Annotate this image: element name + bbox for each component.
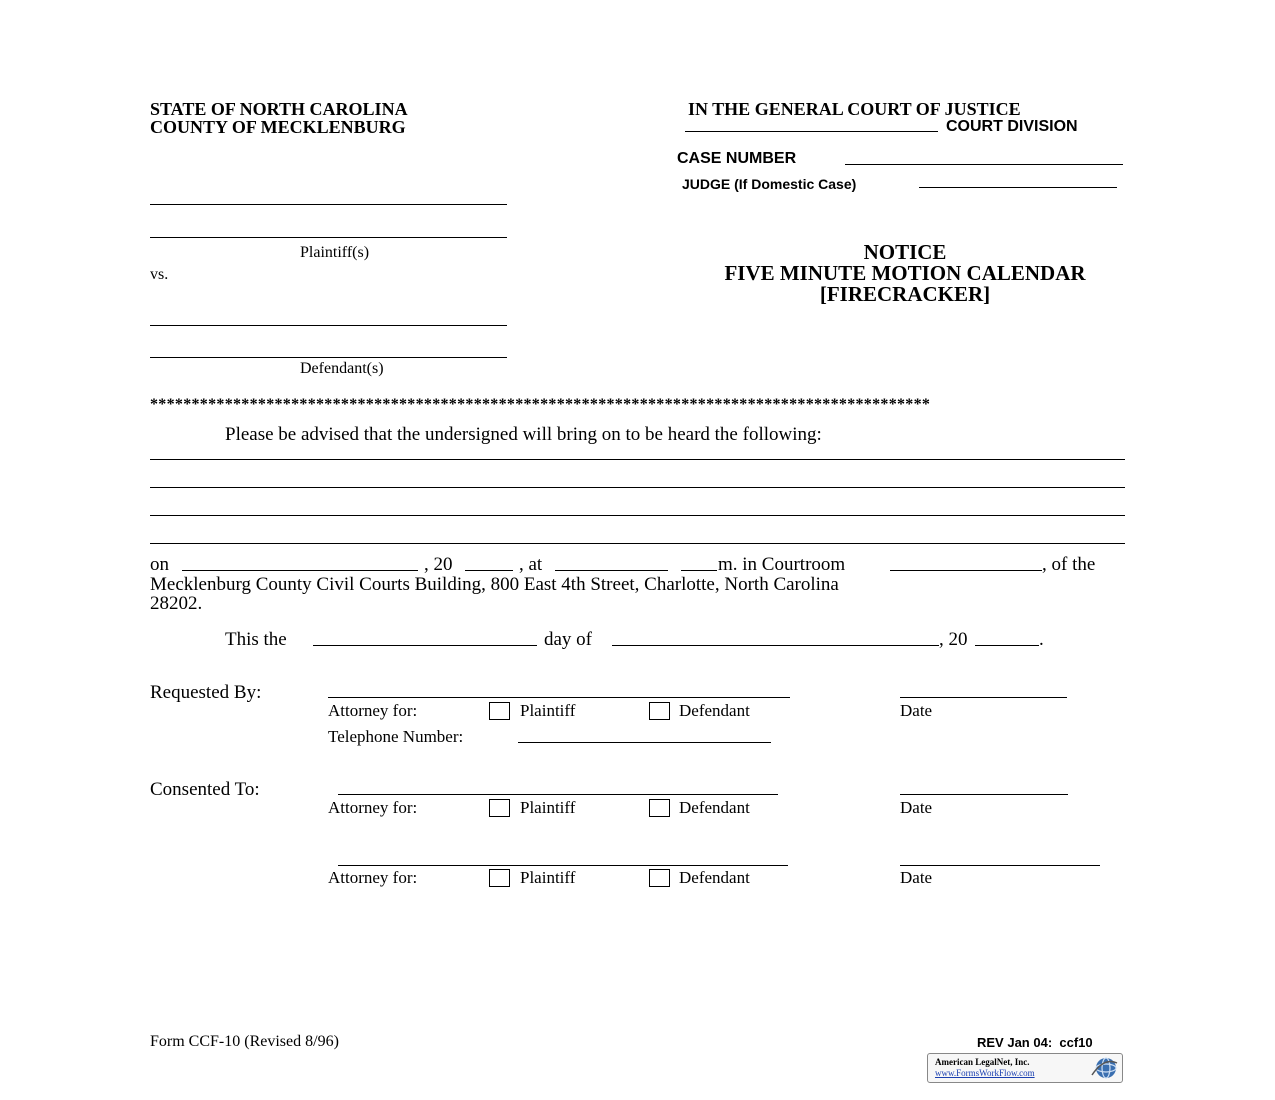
this-the-label: This the bbox=[225, 629, 287, 650]
defendant-label: Defendant(s) bbox=[300, 360, 384, 377]
consent-date-blank-1[interactable] bbox=[900, 794, 1068, 795]
consent-plaintiff-label-2: Plaintiff bbox=[520, 868, 576, 887]
court-division-label: COURT DIVISION bbox=[946, 118, 1078, 135]
consent-defendant-checkbox-1[interactable] bbox=[649, 799, 670, 817]
motion-blank-1[interactable] bbox=[150, 459, 1125, 460]
period: . bbox=[1039, 629, 1044, 650]
consent-date-blank-2[interactable] bbox=[900, 865, 1100, 866]
vs-label: vs. bbox=[150, 266, 169, 283]
consent-date-label-1: Date bbox=[900, 798, 933, 817]
address-line-2: 28202. bbox=[150, 593, 203, 614]
asterisk-separator: ********************************************************************************************** bbox=[150, 396, 931, 413]
requested-defendant-label: Defendant bbox=[679, 701, 750, 720]
requested-date-label: Date bbox=[900, 701, 933, 720]
consent-attorney-for-label-2: Attorney for: bbox=[328, 868, 418, 887]
consent-defendant-label-2: Defendant bbox=[679, 868, 750, 887]
consent-date-label-2: Date bbox=[900, 868, 933, 887]
requested-date-blank[interactable] bbox=[900, 697, 1067, 698]
american-legalnet-logo[interactable] bbox=[927, 1053, 1123, 1083]
requested-defendant-checkbox[interactable] bbox=[649, 702, 670, 720]
consent-plaintiff-checkbox-2[interactable] bbox=[489, 869, 510, 887]
on-label: on bbox=[150, 554, 169, 575]
globe-icon bbox=[1089, 1055, 1119, 1081]
notice-title: NOTICE bbox=[863, 240, 947, 264]
consent-defendant-checkbox-2[interactable] bbox=[649, 869, 670, 887]
logo-url[interactable]: www.FormsWorkFlow.com bbox=[935, 1068, 1035, 1078]
motion-blank-4[interactable] bbox=[150, 543, 1125, 544]
plaintiff-name-blank-1[interactable] bbox=[150, 204, 507, 205]
state-heading: STATE OF NORTH CAROLINA bbox=[150, 99, 408, 119]
telephone-label: Telephone Number: bbox=[328, 727, 464, 746]
court-division-blank[interactable] bbox=[685, 131, 938, 132]
month-blank[interactable] bbox=[612, 645, 939, 646]
day-blank[interactable] bbox=[313, 645, 537, 646]
consent-attorney-for-label-1: Attorney for: bbox=[328, 798, 418, 817]
consent-signature-blank-1[interactable] bbox=[338, 794, 778, 795]
plaintiff-label: Plaintiff(s) bbox=[300, 244, 370, 261]
case-number-label: CASE NUMBER bbox=[677, 150, 797, 167]
requested-plaintiff-label: Plaintiff bbox=[520, 701, 576, 720]
hearing-time-blank[interactable] bbox=[555, 570, 668, 571]
signed-year-blank[interactable] bbox=[975, 645, 1039, 646]
address-line-1: Mecklenburg County Civil Courts Building, 800 East 4th Street, Charlotte, North Carolina bbox=[150, 574, 839, 595]
of-the-label: , of the bbox=[1042, 554, 1096, 575]
year-prefix: , 20 bbox=[424, 554, 453, 575]
consented-to-label: Consented To: bbox=[150, 779, 260, 800]
year-suffix-label: , 20 bbox=[939, 629, 968, 650]
intro-text: Please be advised that the undersigned will bring on to be heard the following: bbox=[225, 424, 822, 445]
consent-plaintiff-label-1: Plaintiff bbox=[520, 798, 576, 817]
defendant-name-blank-1[interactable] bbox=[150, 325, 507, 326]
judge-blank[interactable] bbox=[919, 187, 1117, 188]
telephone-blank[interactable] bbox=[518, 742, 771, 743]
courtroom-blank[interactable] bbox=[890, 570, 1042, 571]
judge-label: JUDGE (If Domestic Case) bbox=[682, 176, 857, 192]
court-heading: IN THE GENERAL COURT OF JUSTICE bbox=[688, 99, 1021, 119]
calendar-title: FIVE MINUTE MOTION CALENDAR bbox=[724, 261, 1086, 285]
motion-blank-3[interactable] bbox=[150, 515, 1125, 516]
county-heading: COUNTY OF MECKLENBURG bbox=[150, 117, 406, 137]
firecracker-title: [FIRECRACKER] bbox=[819, 282, 991, 306]
requested-attorney-for-label: Attorney for: bbox=[328, 701, 418, 720]
plaintiff-name-blank-2[interactable] bbox=[150, 237, 507, 238]
courtroom-label: m. in Courtroom bbox=[718, 554, 846, 575]
consent-signature-blank-2[interactable] bbox=[338, 865, 788, 866]
defendant-name-blank-2[interactable] bbox=[150, 357, 507, 358]
motion-blank-2[interactable] bbox=[150, 487, 1125, 488]
case-number-blank[interactable] bbox=[845, 164, 1123, 165]
requested-by-label: Requested By: bbox=[150, 682, 262, 703]
day-of-label: day of bbox=[544, 629, 593, 650]
hearing-year-blank[interactable] bbox=[465, 570, 513, 571]
form-number: Form CCF-10 (Revised 8/96) bbox=[150, 1033, 339, 1050]
requested-plaintiff-checkbox[interactable] bbox=[489, 702, 510, 720]
hearing-date-blank[interactable] bbox=[182, 570, 418, 571]
revision-label: REV Jan 04: ccf10 bbox=[977, 1035, 1093, 1050]
at-label: , at bbox=[519, 554, 543, 575]
requested-signature-blank[interactable] bbox=[328, 697, 790, 698]
logo-company-name: American LegalNet, Inc. bbox=[935, 1057, 1030, 1067]
consent-plaintiff-checkbox-1[interactable] bbox=[489, 799, 510, 817]
am-pm-blank[interactable] bbox=[681, 570, 717, 571]
consent-defendant-label-1: Defendant bbox=[679, 798, 750, 817]
